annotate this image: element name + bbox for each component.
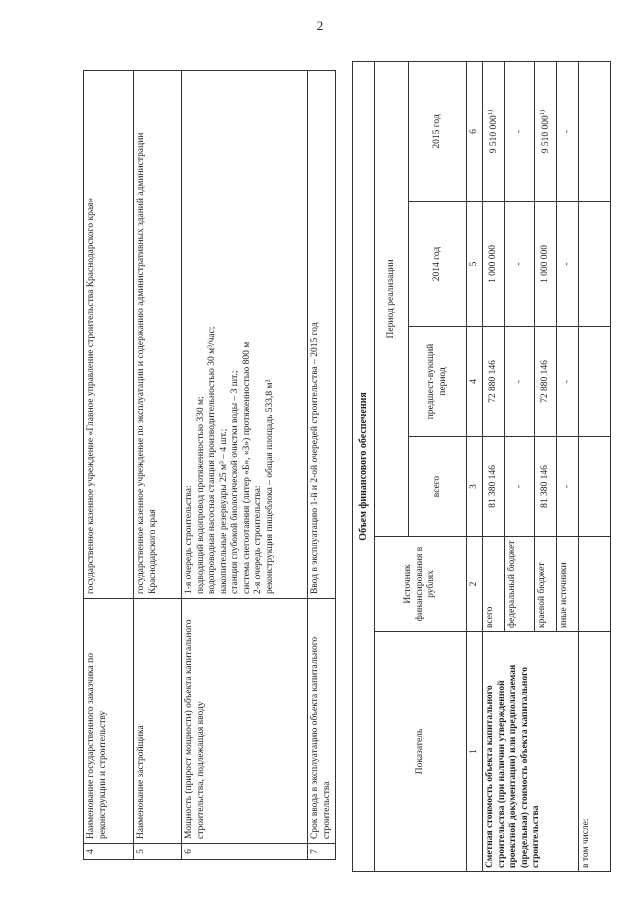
value-line: государственное казенное учреждение по эксплуатации и содержанию административных зданий администрации Краснодарского края xyxy=(136,132,158,594)
passport-row xyxy=(134,71,182,860)
row-name: Наименование государственного заказчика по реконструкции и строительству xyxy=(84,599,134,844)
total-cell: 81 380 146 xyxy=(483,437,505,537)
table-row xyxy=(579,61,611,871)
empty-cell xyxy=(579,202,611,327)
y2014-cell: - xyxy=(505,202,535,327)
source-cell: федеральный бюджет xyxy=(505,537,535,632)
row-number: 7 xyxy=(308,844,336,860)
row-name: Мощность (прирост мощности) объекта капитального строительства, подлежащая вводу xyxy=(182,599,308,844)
empty-cell xyxy=(579,61,611,201)
header-indicator: Показатель xyxy=(375,632,467,872)
financing-title: Объем финансового обеспечения xyxy=(353,61,375,871)
empty-cell xyxy=(579,537,611,632)
row-value xyxy=(84,71,134,599)
row-number: 5 xyxy=(134,844,182,860)
table-row xyxy=(483,61,505,871)
y2014-cell: - xyxy=(557,202,579,327)
financing-title-row xyxy=(353,61,375,871)
column-number: 3 xyxy=(467,437,483,537)
source-cell: иные источники xyxy=(557,537,579,632)
value-line: станция глубокой биологической очистки воды – 3 шт.; xyxy=(230,370,241,594)
y2015-cell: - xyxy=(557,61,579,201)
total-cell: - xyxy=(505,437,535,537)
footnote-mark: 1) xyxy=(539,109,547,116)
prior-cell: - xyxy=(557,327,579,437)
header-total: всего xyxy=(409,437,467,537)
value-line: государственное казенное учреждение «Главное управление строительства Краснодарского края» xyxy=(86,197,96,594)
empty-cell xyxy=(579,327,611,437)
value-line: подводящий водопровод протяженностью 330 м; xyxy=(195,396,206,594)
column-number: 4 xyxy=(467,327,483,437)
value-line: водопроводная насосная станция производительностью 30 м³/час; xyxy=(207,326,218,594)
column-number: 6 xyxy=(467,61,483,201)
y2014-cell: 1 000 000 xyxy=(483,202,505,327)
financing-table xyxy=(352,61,611,872)
y2015-cell xyxy=(535,61,557,201)
header-source: Источник финансирования в рублях xyxy=(375,537,467,632)
row-value xyxy=(308,71,336,599)
passport-table xyxy=(83,70,336,860)
header-2015: 2015 год xyxy=(409,61,467,201)
value-line: реконструкция пищеблока – общая площадь 533,8 м² xyxy=(265,379,276,594)
value-line: система снегоотаяния (литер «Б», «З») протяженностью 800 м xyxy=(241,341,252,594)
header-period: Период реализации xyxy=(375,61,409,536)
row-value xyxy=(134,71,182,599)
value-line: 1-я очередь строительства: xyxy=(184,485,194,594)
row-value xyxy=(182,71,308,599)
row-name: Наименование застройщика xyxy=(134,599,182,844)
y2014-cell: 1 000 000 xyxy=(535,202,557,327)
y2015-cell xyxy=(483,61,505,201)
prior-cell: - xyxy=(505,327,535,437)
total-cell: - xyxy=(557,437,579,537)
passport-row xyxy=(84,71,134,860)
row-number: 4 xyxy=(84,844,134,860)
y2015-value: 9 510 000 xyxy=(489,115,500,154)
value-line: Ввод в эксплуатацию 1-й и 2-ой очередей строительства – 2015 год xyxy=(310,322,320,594)
header-prior: предшест-вующий период xyxy=(409,327,467,437)
header-2014: 2014 год xyxy=(409,202,467,327)
value-line: 2-я очередь строительства: xyxy=(253,485,264,594)
row-number: 6 xyxy=(182,844,308,860)
passport-row xyxy=(308,71,336,860)
column-number-row xyxy=(467,61,483,871)
passport-row xyxy=(182,71,308,860)
header-row xyxy=(375,61,409,871)
page-number: 2 xyxy=(316,18,324,33)
empty-cell xyxy=(579,437,611,537)
column-number: 5 xyxy=(467,202,483,327)
financing-table-container xyxy=(352,62,610,872)
prior-cell: 72 880 146 xyxy=(483,327,505,437)
column-number: 2 xyxy=(467,537,483,632)
passport-table-container xyxy=(83,70,331,860)
value-line: накопительные резервуары 25 м³ – 4 шт.; xyxy=(218,428,229,594)
y2015-value: 9 510 000 xyxy=(541,115,552,154)
indicator-cell: Сметная стоимость объекта капитального строительства (при наличии утвержденной проектной документации) или предполагаемая (предельная) стоимость объекта капитального строительства xyxy=(483,632,579,872)
source-cell: всего xyxy=(483,537,505,632)
row-name: Срок ввода в эксплуатацию объекта капитального строительства xyxy=(308,599,336,844)
column-number: 1 xyxy=(467,632,483,872)
including-cell: в том числе: xyxy=(579,632,611,872)
source-cell: краевой бюджет xyxy=(535,537,557,632)
prior-cell: 72 880 146 xyxy=(535,327,557,437)
y2015-cell: - xyxy=(505,61,535,201)
total-cell: 81 380 146 xyxy=(535,437,557,537)
footnote-mark: 1) xyxy=(487,109,495,116)
